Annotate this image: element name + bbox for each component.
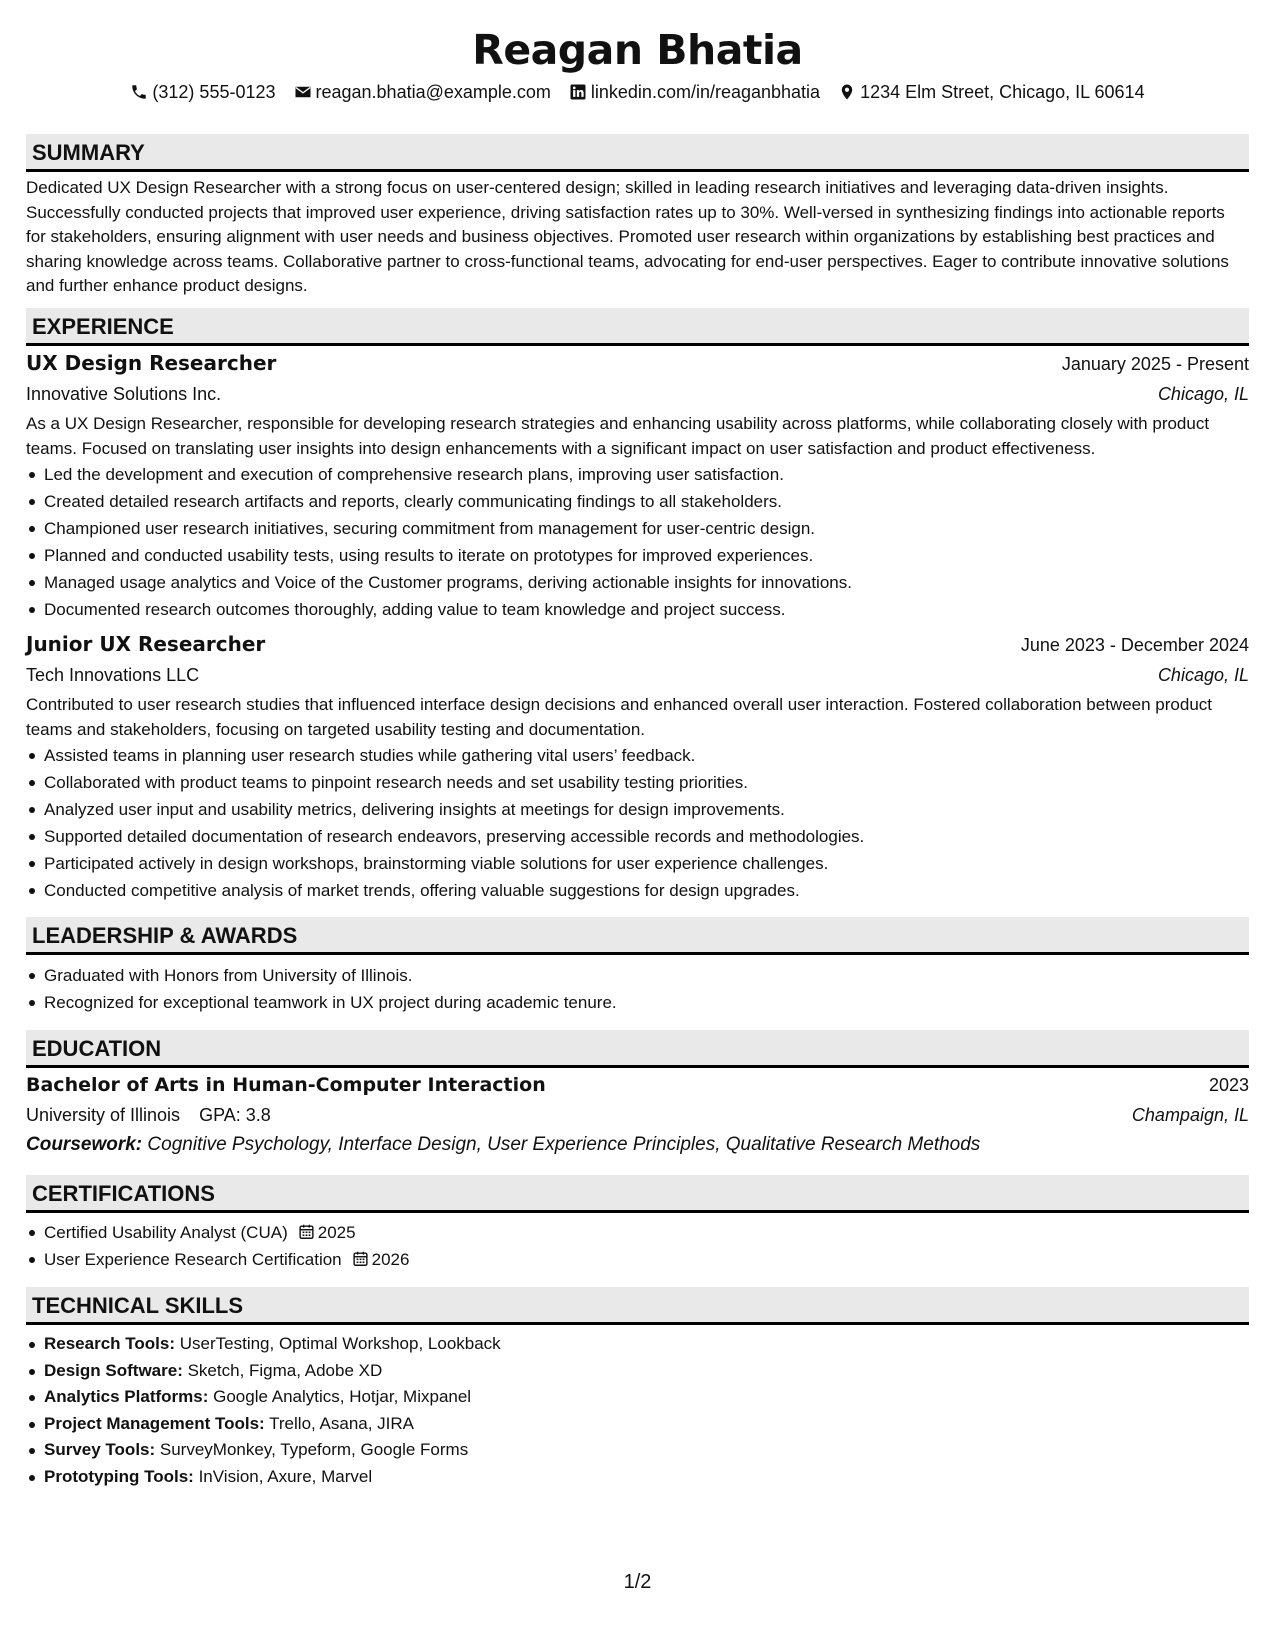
school-line [26, 1100, 271, 1130]
job-dates: June 2023 - December 2024 [1020, 635, 1249, 656]
job-description: Contributed to user research studies that influenced interface design decisions and enhanced overall user interaction. Fostered collaboration between product teams and stakeholders, focusing on targeted usability testing and documentation. [26, 695, 1212, 739]
skill-label: Research Tools: [44, 1334, 176, 1354]
summary-text: Dedicated UX Design Researcher with a strong focus on user-centered design; skilled in leading research initiatives and leveraging data-driven insights. Successfully conducted projects that improved user experience, driving satisfaction rates up to 30%. Well-versed in synthesizing findings into actionable reports for stakeholders, ensuring alignment with user needs and business objectives. Promoted user research within organizations by establishing best practices and sharing knowledge across teams. Collaborative partner to cross-functional teams, advocating for end-user perspectives. Eager to contribute innovative solutions and further enhance product designs. [26, 178, 1229, 296]
linkedin-icon [569, 83, 587, 101]
list-item: Managed usage analytics and Voice of the Customer programs, deriving actionable insights for innovations. [44, 569, 1249, 596]
list-item: Assisted teams in planning user research studies while gathering vital users’ feedback. [44, 742, 1249, 769]
phone-text: (312) 555-0123 [152, 82, 276, 102]
graduation-year: 2023 [1208, 1075, 1249, 1096]
map-pin-icon [838, 83, 856, 101]
section-heading-leadership: LEADERSHIP & AWARDS [26, 917, 1249, 955]
skill-label: Prototyping Tools: [44, 1466, 194, 1486]
school-name: University of Illinois [26, 1105, 181, 1126]
list-item [44, 1331, 1249, 1358]
skill-label: Survey Tools: [44, 1440, 156, 1460]
coursework [26, 1130, 1249, 1160]
job-bullets [26, 461, 1249, 623]
skill-value: Trello, Asana, JIRA [269, 1413, 415, 1433]
section-heading-skills: TECHNICAL SKILLS [26, 1287, 1249, 1325]
gpa: GPA: 3.8 [199, 1105, 271, 1126]
job-location: Chicago, IL [1157, 665, 1249, 686]
job-dates: January 2025 - Present [1061, 353, 1249, 374]
leadership-list [26, 962, 1249, 1016]
education-entry [26, 1070, 1249, 1160]
list-item: Participated actively in design workshops, brainstorming viable solutions for user experience challenges. [44, 850, 1249, 877]
section-heading-education: EDUCATION [26, 1030, 1249, 1068]
skill-value: SurveyMonkey, Typeform, Google Forms [159, 1440, 469, 1460]
list-item: Analyzed user input and usability metrics, delivering insights at meetings for design improvements. [44, 796, 1249, 823]
calendar-icon [352, 1250, 369, 1267]
certification-year: 2025 [317, 1223, 356, 1243]
certification-year: 2026 [371, 1250, 410, 1270]
address-text: 1234 Elm Street, Chicago, IL 60614 [860, 82, 1145, 102]
list-item [44, 1464, 1249, 1491]
contact-email[interactable] [294, 80, 551, 104]
list-item [44, 1411, 1249, 1438]
job-entry [26, 348, 1249, 623]
skill-value: UserTesting, Optimal Workshop, Lookback [179, 1334, 501, 1354]
certification-name: Certified Usability Analyst (CUA) [44, 1223, 288, 1243]
job-company: Tech Innovations LLC [26, 665, 200, 686]
contact-linkedin[interactable] [569, 80, 820, 104]
email-text: reagan.bhatia@example.com [315, 82, 551, 102]
page-number: 1/2 [623, 1571, 652, 1593]
list-item: Planned and conducted usability tests, using results to iterate on prototypes for improved experiences. [44, 542, 1249, 569]
list-item [44, 1246, 1249, 1273]
list-item: Conducted competitive analysis of market trends, offering valuable suggestions for design upgrades. [44, 877, 1249, 904]
job-title: UX Design Researcher [26, 350, 277, 375]
section-heading-experience: EXPERIENCE [26, 308, 1249, 346]
coursework-list: Cognitive Psychology, Interface Design, User Experience Principles, Qualitative Research Methods [147, 1134, 981, 1156]
contact-phone[interactable] [130, 80, 275, 104]
job-description: As a UX Design Researcher, responsible for developing research strategies and enhancing usability across platforms, while collaborating closely with product teams. Focused on translating user insights into design enhancements with a significant impact on user satisfaction and product effectiveness. [26, 413, 1210, 458]
skill-value: InVision, Axure, Marvel [198, 1466, 373, 1486]
list-item [44, 1358, 1249, 1385]
list-item [44, 1219, 1249, 1246]
skills-list [26, 1331, 1249, 1490]
job-bullets [26, 742, 1249, 904]
degree-title: Bachelor of Arts in Human-Computer Interaction [26, 1074, 546, 1097]
envelope-icon [294, 83, 312, 101]
section-heading-certifications: CERTIFICATIONS [26, 1175, 1249, 1213]
coursework-label: Coursework: [26, 1134, 143, 1156]
skill-value: Google Analytics, Hotjar, Mixpanel [213, 1387, 472, 1407]
section-heading-summary: SUMMARY [26, 134, 1249, 172]
calendar-icon [298, 1223, 315, 1240]
school-location: Champaign, IL [1131, 1105, 1249, 1126]
skill-label: Project Management Tools: [44, 1413, 265, 1433]
job-company: Innovative Solutions Inc. [26, 383, 222, 404]
job-title: Junior UX Researcher [26, 632, 266, 657]
list-item: Documented research outcomes thoroughly, adding value to team knowledge and project success. [44, 596, 1249, 623]
list-item: Graduated with Honors from University of Illinois. [44, 962, 1249, 989]
list-item: Recognized for exceptional teamwork in UX project during academic tenure. [44, 989, 1249, 1016]
job-location: Chicago, IL [1157, 383, 1249, 404]
list-item: Led the development and execution of comprehensive research plans, improving user satisfaction. [44, 461, 1249, 488]
list-item: Created detailed research artifacts and reports, clearly communicating findings to all stakeholders. [44, 488, 1249, 515]
list-item: Collaborated with product teams to pinpoint research needs and set usability testing priorities. [44, 769, 1249, 796]
linkedin-text: linkedin.com/in/reaganbhatia [590, 82, 821, 102]
contact-address [838, 80, 1145, 104]
list-item [44, 1384, 1249, 1411]
skill-value: Sketch, Figma, Adobe XD [187, 1360, 383, 1380]
list-item: Championed user research initiatives, securing commitment from management for user-centric design. [44, 515, 1249, 542]
contact-bar [26, 80, 1249, 104]
list-item: Supported detailed documentation of research endeavors, preserving accessible records and methodologies. [44, 823, 1249, 850]
candidate-name: Reagan Bhatia [472, 26, 803, 74]
phone-icon [130, 83, 148, 101]
list-item [44, 1437, 1249, 1464]
certification-name: User Experience Research Certification [44, 1250, 342, 1270]
skill-label: Design Software: [44, 1360, 183, 1380]
skill-label: Analytics Platforms: [44, 1387, 209, 1407]
job-entry [26, 629, 1249, 904]
certifications-list [26, 1219, 1249, 1273]
